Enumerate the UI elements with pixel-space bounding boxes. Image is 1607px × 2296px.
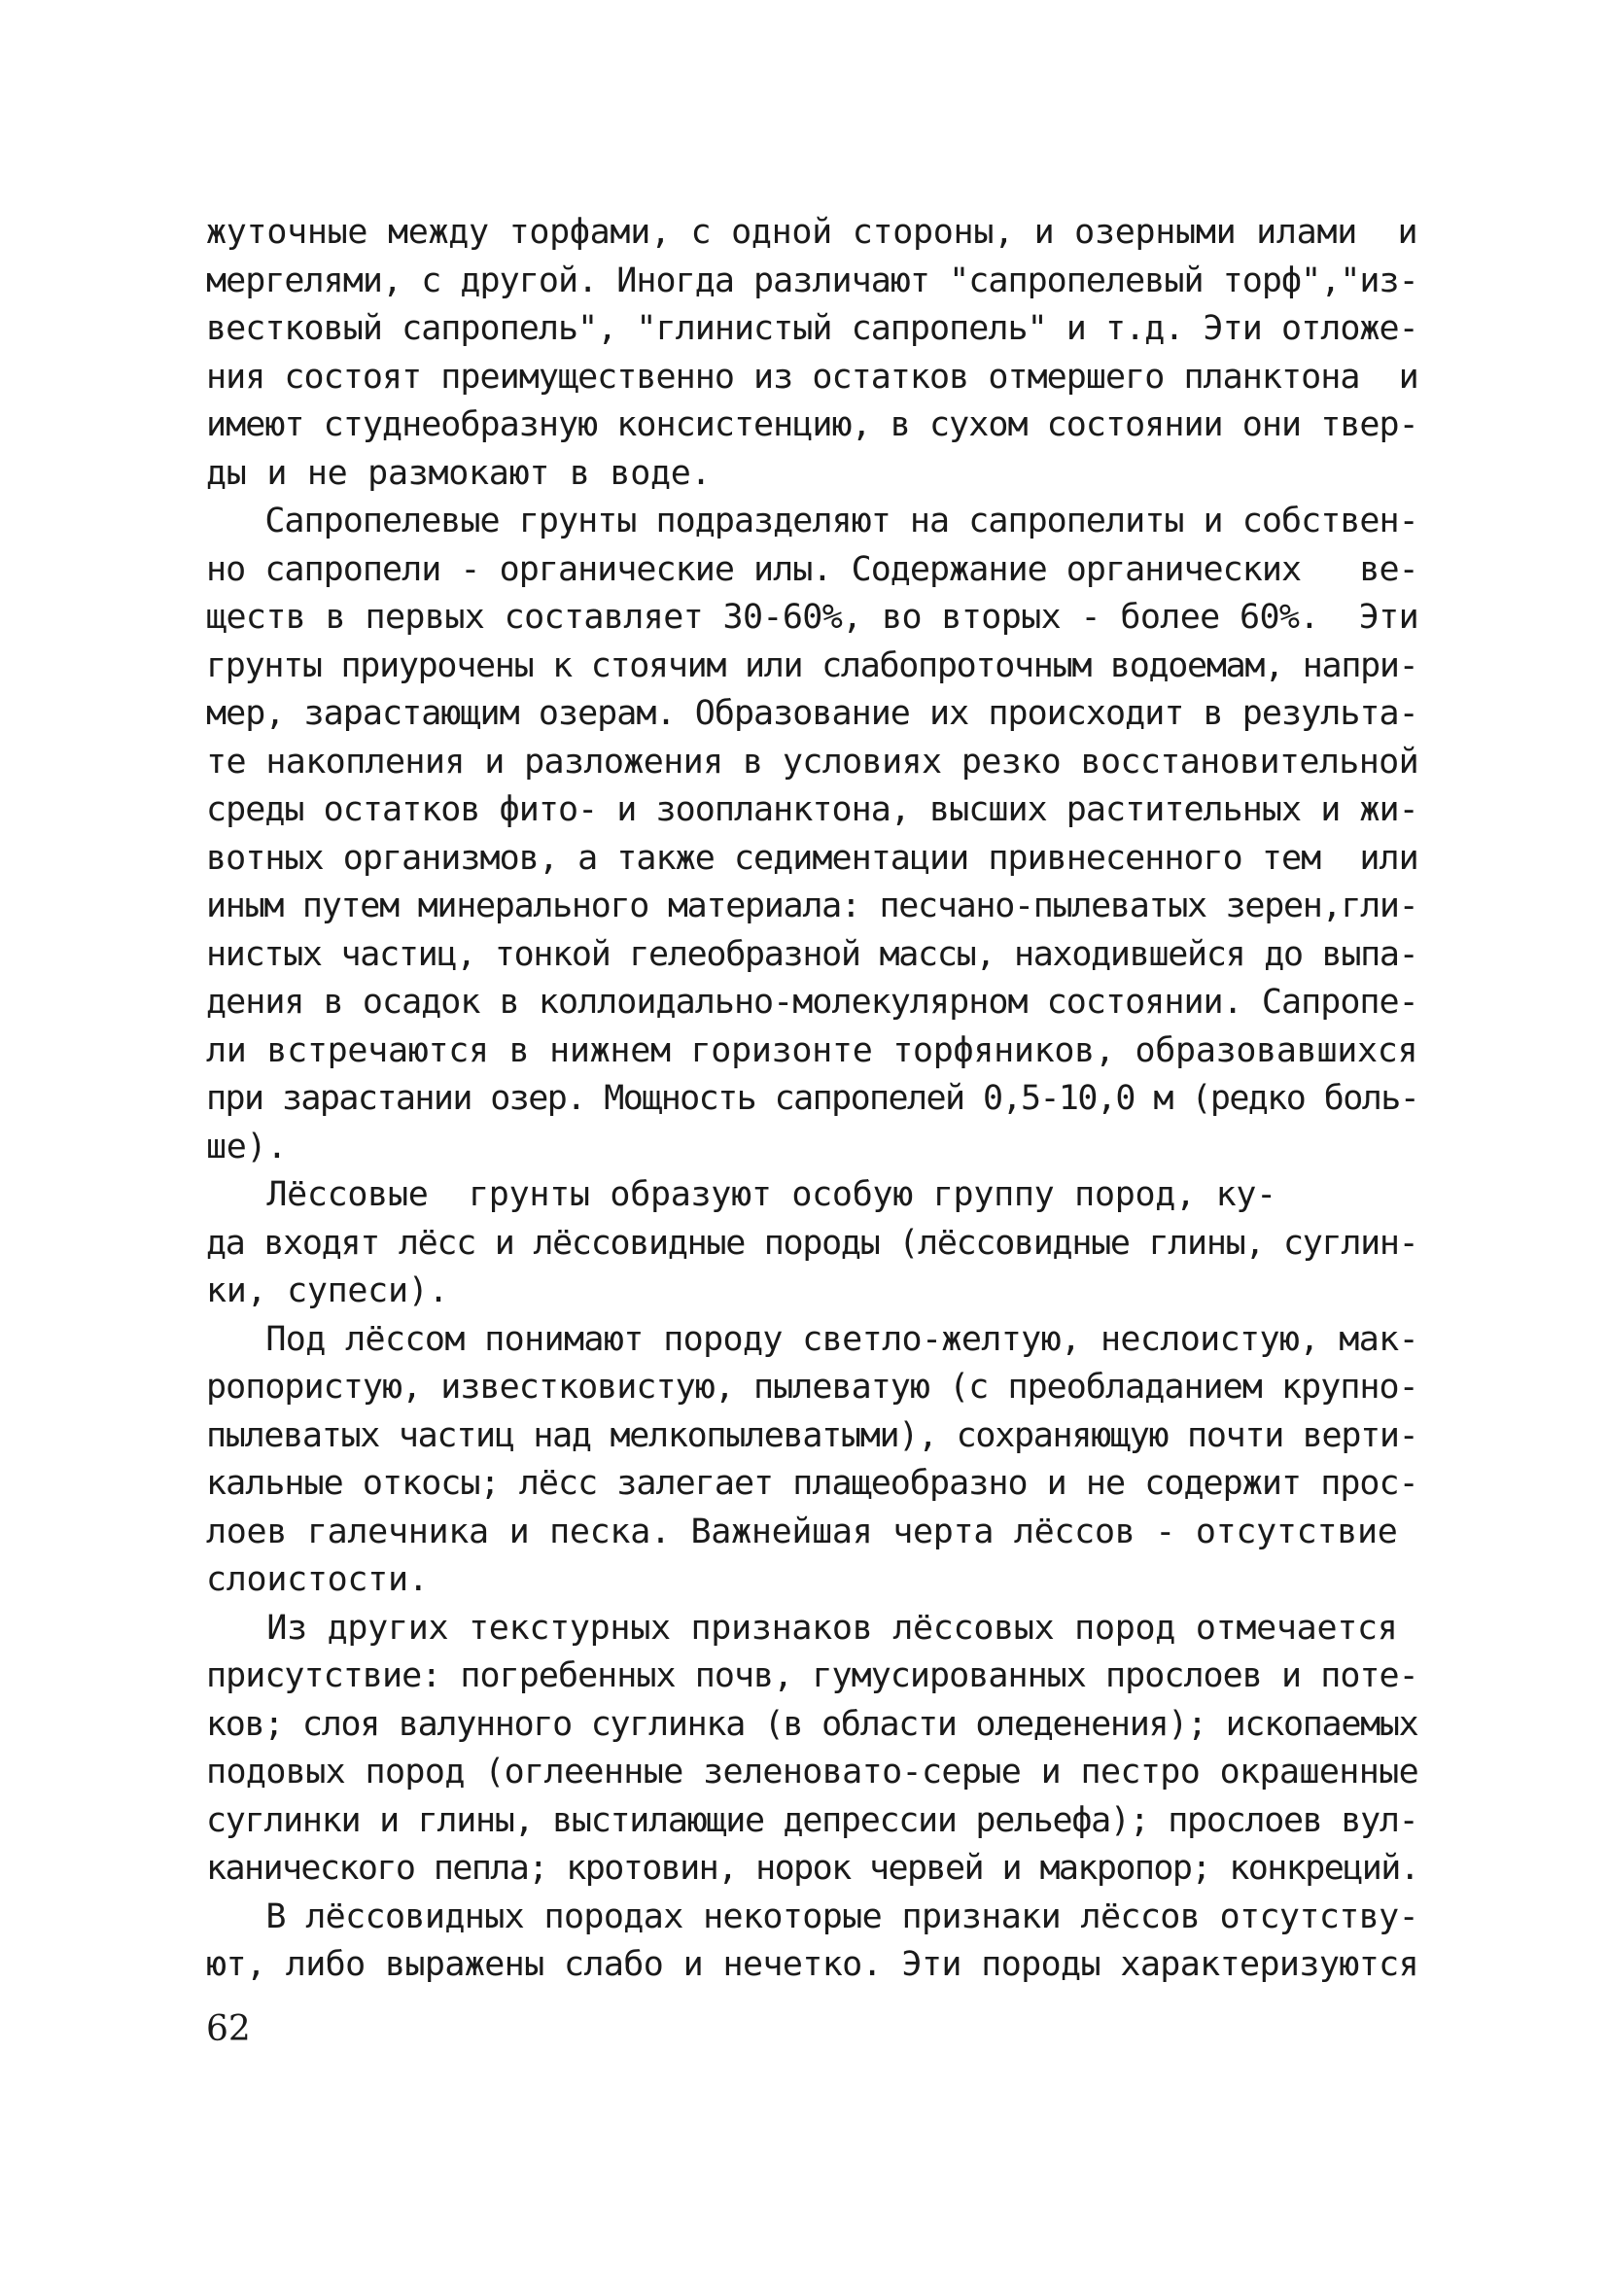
text-line: мер, зарастающим озерам. Образование их происходит в результа- xyxy=(206,694,1418,733)
text-line: ют, либо выражены слабо и нечетко. Эти породы характеризуются xyxy=(206,1945,1419,1984)
text-line: лоев галечника и песка. Важнейшая черта лёссов - отсутствие xyxy=(206,1512,1398,1551)
text-line: ния состоят преимущественно из остатков отмершего планктона и xyxy=(206,357,1418,397)
body-text xyxy=(206,209,1421,1990)
text-line: ды и не размокают в воде. xyxy=(206,453,712,493)
text-line: слоистости. xyxy=(206,1560,429,1599)
text-line: ше). xyxy=(206,1127,288,1166)
text-line: мергелями, с другой. Иногда различают "сапропелевый торф","из- xyxy=(206,261,1418,300)
text-line: среды остатков фито- и зоопланктона, высших растительных и жи- xyxy=(206,790,1418,829)
text-line: иным путем минерального материала: песчано-пылеватых зерен,гли- xyxy=(206,887,1418,925)
text-line: ков; слоя валунного суглинка (в области оледенения); ископаемых xyxy=(206,1704,1418,1744)
text-line: грунты приурочены к стоячим или слабопроточным водоемам, напри- xyxy=(206,645,1418,685)
text-line: нистых частиц, тонкой гелеобразной массы, находившейся до выпа- xyxy=(206,934,1418,974)
text-line: канического пепла; кротовин, норок червей и макропор; конкреций. xyxy=(206,1849,1419,1888)
text-line: Сапропелевые грунты подразделяют на сапропелиты и собствен- xyxy=(206,502,1418,540)
text-line: те накопления и разложения в условиях резко восстановительной xyxy=(206,742,1419,782)
text-line: присутствие: погребенных почв, гумусированных прослоев и поте- xyxy=(206,1656,1418,1695)
text-line: вотных организмов, а также седиментации привнесенного тем или xyxy=(206,838,1418,878)
text-line: суглинки и глины, выстилающие депрессии рельефа); прослоев вул- xyxy=(206,1800,1418,1840)
text-line: Под лёссом понимают породу светло-желтую, неслоистую, мак- xyxy=(206,1319,1419,1359)
text-line: подовых пород (оглеенные зеленовато-серые и пестро окрашенные xyxy=(206,1753,1419,1792)
text-line: но сапропели - органические илы. Содержание органических ве- xyxy=(206,549,1418,589)
text-line: ществ в первых составляет 30-60%, во вторых - более 60%. Эти xyxy=(206,598,1419,637)
text-line: дения в осадок в коллоидально-молекулярном состоянии. Сапропе- xyxy=(206,983,1418,1022)
text-line: ки, супеси). xyxy=(206,1271,449,1310)
text-line: ли встречаются в нижнем горизонте торфяников, образовавшихся xyxy=(206,1030,1418,1070)
text-line: пылеватых частиц над мелкопылеватыми), сохраняющую почти верти- xyxy=(206,1415,1418,1455)
text-line: кальные откосы; лёсс залегает плащеобразно и не содержит прос- xyxy=(206,1464,1418,1503)
text-line: ропористую, известковистую, пылеватую (с преобладанием крупно- xyxy=(206,1368,1418,1407)
text-line: вестковый сапропель", "глинистый сапропель" и т.д. Эти отложе- xyxy=(206,309,1418,348)
text-line: да входят лёсс и лёссовидные породы (лёссовидные глины, суглин- xyxy=(206,1223,1418,1263)
text-line: В лёссовидных породах некоторые признаки лёссов отсутству- xyxy=(206,1896,1419,1936)
text-line: имеют студнеобразную консистенцию, в сухом состоянии они твер- xyxy=(206,405,1418,444)
page-number: 62 xyxy=(206,2009,251,2049)
text-line: при зарастании озер. Мощность сапропелей 0,5-10,0 м (редко боль- xyxy=(206,1079,1419,1118)
text-line: жуточные между торфами, с одной стороны, и озерными илами и xyxy=(206,213,1418,252)
text-line: Лёссовые грунты образуют особую группу пород, ку- xyxy=(206,1175,1276,1214)
text-line: Из других текстурных признаков лёссовых пород отмечается xyxy=(206,1608,1398,1648)
